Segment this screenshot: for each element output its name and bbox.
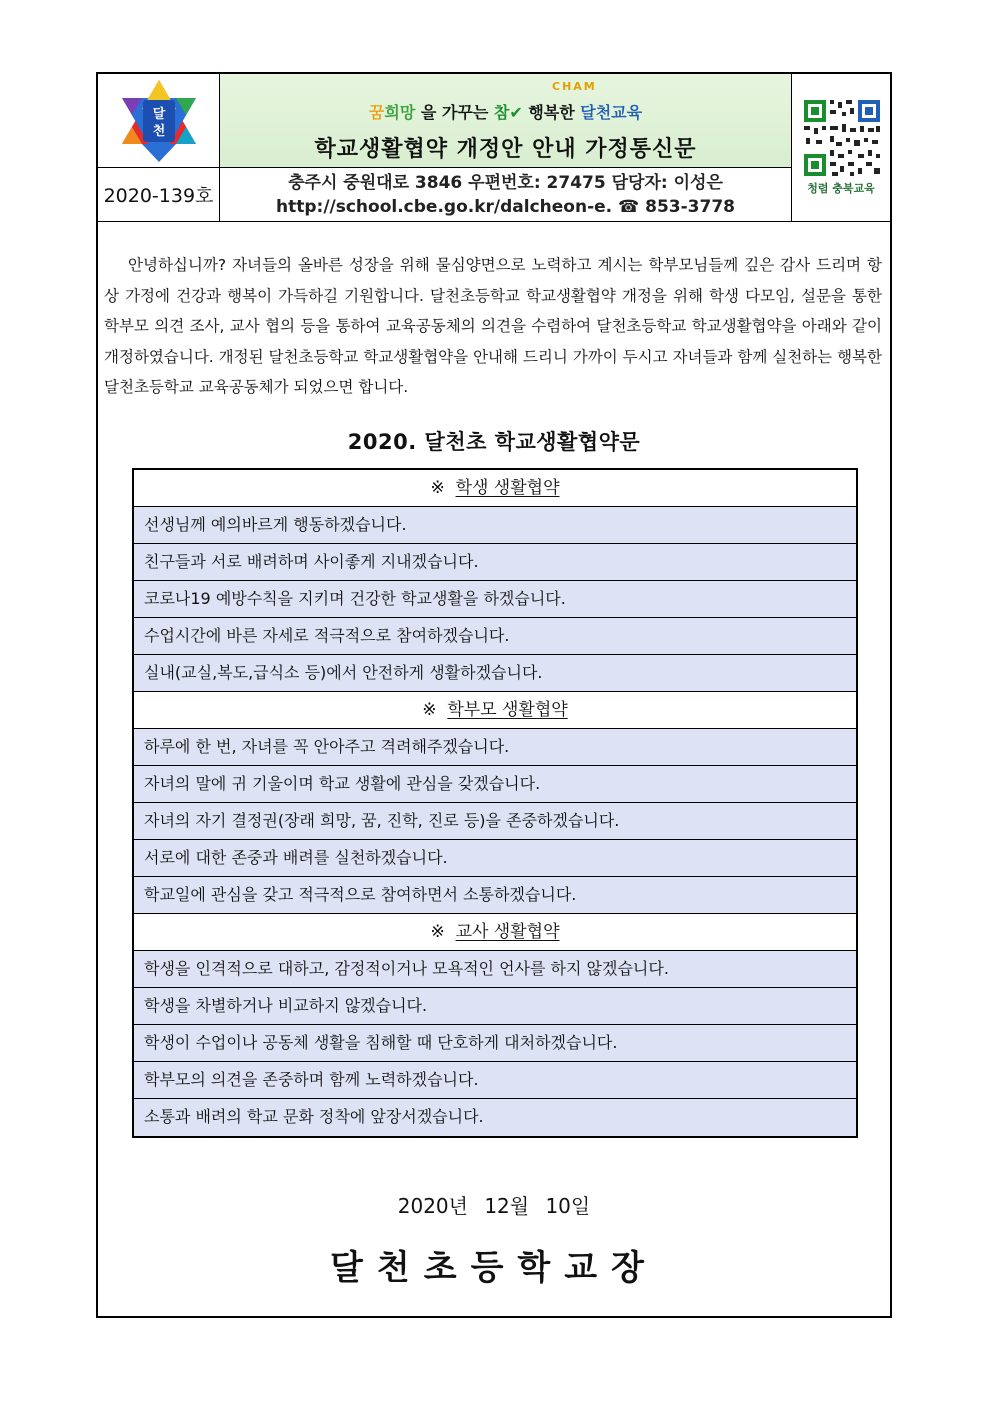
reference-mark: ※ — [422, 700, 437, 720]
section-title: 2020. 달천초 학교생활협약문 — [347, 430, 641, 454]
principal-signature: 달천초등학교장 — [330, 1248, 658, 1288]
table-row: 코로나19 예방수칙을 지키며 건강한 학교생활을 하겠습니다. — [134, 581, 856, 618]
table-row: 자녀의 말에 귀 기울이며 학교 생활에 관심을 갖겠습니다. — [134, 766, 856, 803]
slogan-happy: 행복한 — [528, 103, 575, 122]
intro-text: 안녕하십니까? 자녀들의 올바른 성장을 위해 물심양면으로 노력하고 계시는 학부모님들께 깊은 감사 드리며 항상 가정에 건강과 행복이 가득하길 기원합니다. 달천초등학교 학교생활협약 개정을 위해 학생 다모임, 설문을 통한 학부모 의견 조사, 교사 협의 등을 통하여 교육공동체의 의견을 수렴하여 달천초등학교 학교생활협약을 아래와 같이 개정하였습니다. 개정된 달천초등학교 학교생활협약을 안내해 드리니 가까이 두시고 자녀들과 함께 실천하는 행복한 달천초등학교 교육공동체가 되었으면 합니다. — [104, 256, 882, 396]
svg-text:천: 천 — [152, 124, 166, 139]
slogan — [220, 100, 791, 123]
slogan-grow: 을 가꾸는 — [420, 103, 489, 122]
cham-label: CHAM — [552, 80, 597, 93]
table-row: 학생을 인격적으로 대하고, 감정적이거나 모욕적인 언사를 하지 않겠습니다. — [134, 951, 856, 988]
table-row: 학생을 차별하거나 비교하지 않겠습니다. — [134, 988, 856, 1025]
issue-date: 2020년 12월 10일 — [397, 1194, 591, 1218]
checkmark-icon: ✔ — [509, 103, 523, 122]
qr-caption: 청렴 충북교육 — [807, 182, 875, 195]
header-table — [98, 74, 890, 222]
svg-text:달: 달 — [152, 107, 166, 122]
teacher-agreement-header — [134, 914, 856, 951]
intro-paragraph — [104, 250, 882, 403]
parent-agreement-heading: 학부모 생활협약 — [447, 700, 568, 720]
table-row: 학생이 수업이나 공동체 생활을 침해할 때 단호하게 대처하겠습니다. — [134, 1025, 856, 1062]
table-row: 친구들과 서로 배려하며 사이좋게 지내겠습니다. — [134, 544, 856, 581]
teacher-agreement-heading: 교사 생활협약 — [455, 922, 560, 942]
table-row: 수업시간에 바른 자세로 적극적으로 참여하겠습니다. — [134, 618, 856, 655]
slogan-dream: 꿈 — [368, 103, 385, 122]
reference-mark: ※ — [430, 478, 445, 498]
student-agreement-header — [134, 470, 856, 507]
address-line: 충주시 중원대로 3846 우편번호: 27475 담당자: 이성은 — [288, 173, 723, 193]
reference-mark: ※ — [430, 922, 445, 942]
school-logo-icon — [98, 74, 220, 168]
table-row: 학교일에 관심을 갖고 적극적으로 참여하면서 소통하겠습니다. — [134, 877, 856, 914]
logo-cell — [98, 74, 220, 168]
parent-agreement-header — [134, 692, 856, 729]
homepage-link[interactable]: http://school.cbe.go.kr/dalcheon-e. ☎ 853-3778 — [276, 197, 735, 217]
page-title: 학교생활협약 개정안 안내 가정통신문 — [314, 137, 697, 162]
doc-number: 2020-139호 — [98, 168, 220, 222]
address-cell — [220, 168, 792, 222]
qr-cell — [792, 74, 890, 222]
table-row: 학부모의 의견을 존중하며 함께 노력하겠습니다. — [134, 1062, 856, 1099]
document-page — [96, 72, 892, 1318]
table-row: 소통과 배려의 학교 문화 정착에 앞장서겠습니다. — [134, 1099, 856, 1136]
table-row: 선생님께 예의바르게 행동하겠습니다. — [134, 507, 856, 544]
agreement-table — [132, 468, 858, 1138]
slogan-cham: 참 — [493, 103, 510, 122]
title-cell — [220, 74, 792, 168]
table-row: 실내(교실,복도,급식소 등)에서 안전하게 생활하겠습니다. — [134, 655, 856, 692]
student-agreement-heading: 학생 생활협약 — [455, 478, 560, 498]
slogan-hope: 희망 — [384, 103, 416, 122]
table-row: 자녀의 자기 결정권(장래 희망, 꿈, 진학, 진로 등)을 존중하겠습니다. — [134, 803, 856, 840]
table-row: 서로에 대한 존중과 배려를 실천하겠습니다. — [134, 840, 856, 877]
slogan-education: 달천교육 — [580, 103, 643, 122]
table-row: 하루에 한 번, 자녀를 꼭 안아주고 격려해주겠습니다. — [134, 729, 856, 766]
qr-code-icon — [802, 98, 882, 178]
